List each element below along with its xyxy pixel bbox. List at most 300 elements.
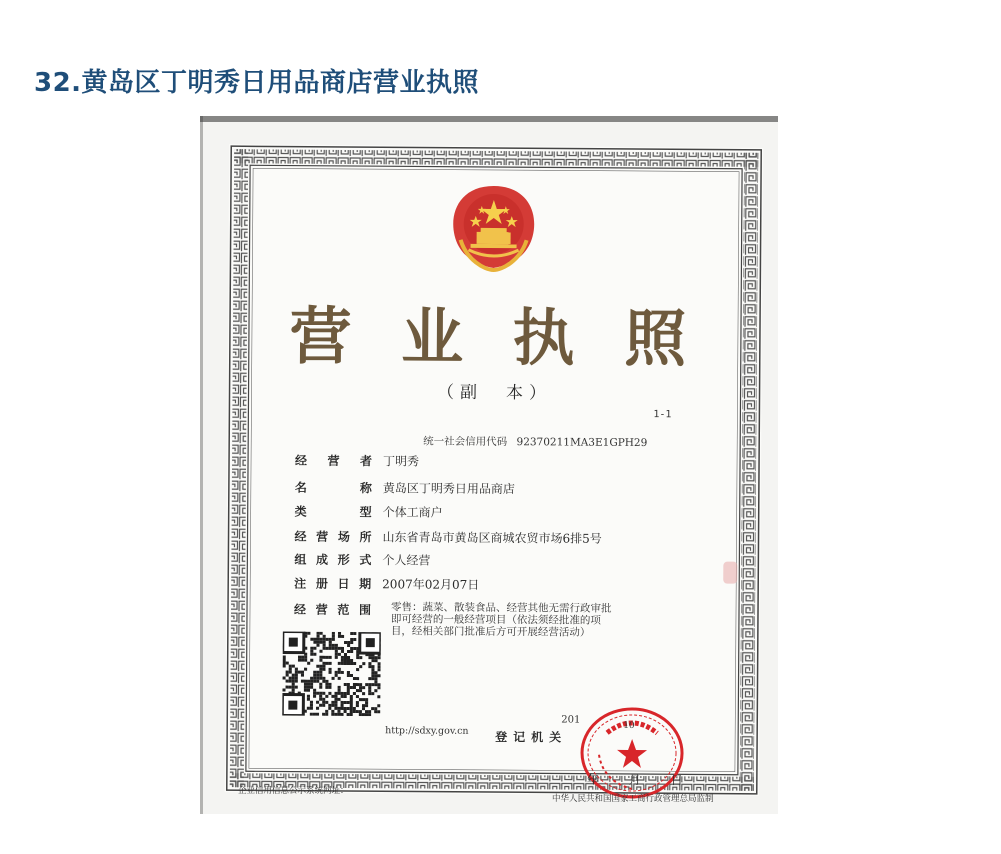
qr-module xyxy=(356,683,359,686)
qr-module xyxy=(334,707,337,710)
qr-module xyxy=(341,662,344,665)
qr-module xyxy=(350,641,353,644)
issue-date-line: 年 月 日 xyxy=(586,772,685,788)
qr-module xyxy=(328,707,331,710)
qr-module xyxy=(298,656,301,659)
qr-module xyxy=(378,668,381,671)
qr-module xyxy=(365,713,368,716)
qr-module xyxy=(310,638,313,641)
qr-module xyxy=(350,713,353,716)
qr-module xyxy=(356,656,359,659)
qr-module xyxy=(317,635,320,638)
qr-module xyxy=(341,656,344,659)
qr-module xyxy=(368,689,371,692)
qr-module xyxy=(329,641,332,644)
field-name xyxy=(295,479,515,498)
qr-module xyxy=(377,704,380,707)
qr-module xyxy=(350,674,353,677)
qr-module xyxy=(328,686,331,689)
qr-module xyxy=(304,680,307,683)
qr-module xyxy=(338,677,341,680)
qr-module xyxy=(322,704,325,707)
qr-module xyxy=(362,686,365,689)
qr-module xyxy=(313,653,316,656)
qr-module xyxy=(332,647,335,650)
qr-module xyxy=(371,677,374,680)
field-registration-date xyxy=(294,575,479,593)
qr-module xyxy=(319,677,322,680)
qr-module xyxy=(340,713,343,716)
field-value: 丁明秀 xyxy=(383,454,420,469)
qr-module xyxy=(338,686,341,689)
qr-module xyxy=(307,698,310,701)
qr-module xyxy=(322,692,325,695)
qr-module xyxy=(344,659,347,662)
qr-module xyxy=(353,662,356,665)
qr-module xyxy=(331,695,334,698)
qr-module xyxy=(371,671,374,674)
qr-module xyxy=(368,686,371,689)
qr-module xyxy=(350,650,353,653)
qr-module xyxy=(325,695,328,698)
qr-module xyxy=(353,710,356,713)
field-label: 经营范围 xyxy=(293,602,373,618)
qr-module xyxy=(316,638,319,641)
qr-module xyxy=(338,647,341,650)
qr-module xyxy=(332,638,335,641)
qr-module xyxy=(371,665,374,668)
qr-module xyxy=(359,665,362,668)
qr-module xyxy=(350,701,353,704)
qr-module xyxy=(368,677,371,680)
qr-module xyxy=(332,644,335,647)
field-premises xyxy=(294,528,601,547)
national-emblem-icon xyxy=(440,180,547,275)
qr-module xyxy=(328,683,331,686)
qr-module xyxy=(323,635,326,638)
credit-code-value: 92370211MA3E1GPH29 xyxy=(516,436,648,450)
qr-module xyxy=(329,647,332,650)
qr-module xyxy=(292,674,295,677)
qr-module xyxy=(338,692,341,695)
qr-module xyxy=(313,692,316,695)
qr-module xyxy=(377,674,380,677)
field-composition xyxy=(294,551,430,569)
qr-module xyxy=(319,704,322,707)
field-label: 名称 xyxy=(294,480,373,496)
qr-module xyxy=(338,662,341,665)
qr-module xyxy=(310,683,313,686)
qr-module xyxy=(323,638,326,641)
qr-module xyxy=(341,650,344,653)
qr-module xyxy=(319,656,322,659)
qr-module xyxy=(335,653,338,656)
qr-module xyxy=(283,662,286,665)
qr-module xyxy=(301,671,304,674)
qr-module xyxy=(365,698,368,701)
qr-module xyxy=(344,707,347,710)
qr-module xyxy=(313,695,316,698)
qr-module xyxy=(316,671,319,674)
qr-module xyxy=(313,647,316,650)
qr-module xyxy=(286,662,289,665)
serial-number: 1-1 xyxy=(653,409,672,421)
qr-module xyxy=(329,668,332,671)
qr-module xyxy=(331,704,334,707)
qr-module xyxy=(362,707,365,710)
qr-module xyxy=(307,695,310,698)
qr-module xyxy=(356,668,359,671)
qr-module xyxy=(325,710,328,713)
qr-module xyxy=(304,689,307,692)
qr-module xyxy=(371,683,374,686)
qr-module xyxy=(334,713,337,716)
qr-module xyxy=(368,665,371,668)
qr-module xyxy=(353,632,356,635)
qr-module xyxy=(310,713,313,716)
qr-module xyxy=(335,656,338,659)
qr-module xyxy=(341,707,344,710)
qr-module xyxy=(322,701,325,704)
qr-module xyxy=(371,674,374,677)
qr-module xyxy=(353,692,356,695)
qr-module xyxy=(322,665,325,668)
qr-module xyxy=(374,674,377,677)
qr-module xyxy=(341,704,344,707)
qr-finder-center xyxy=(288,701,297,710)
qr-module xyxy=(325,686,328,689)
qr-module xyxy=(319,698,322,701)
red-smudge xyxy=(723,562,737,584)
qr-module xyxy=(362,713,365,716)
qr-module xyxy=(368,662,371,665)
qr-module xyxy=(316,641,319,644)
qr-module xyxy=(350,659,353,662)
qr-module xyxy=(310,653,313,656)
qr-module xyxy=(359,686,362,689)
qr-module xyxy=(295,674,298,677)
qr-module xyxy=(316,674,319,677)
qr-module xyxy=(323,644,326,647)
qr-module xyxy=(350,647,353,650)
qr-module xyxy=(338,668,341,671)
qr-module xyxy=(353,707,356,710)
qr-module xyxy=(286,680,289,683)
photo-edge-shadow-left xyxy=(200,116,203,814)
qr-module xyxy=(356,704,359,707)
qr-module xyxy=(316,665,319,668)
qr-module xyxy=(335,650,338,653)
month-marker: 10 xyxy=(623,720,635,731)
qr-module xyxy=(307,689,310,692)
qr-module xyxy=(292,680,295,683)
field-value: 个人经营 xyxy=(382,553,431,568)
qr-module xyxy=(377,710,380,713)
qr-module xyxy=(329,644,332,647)
qr-module xyxy=(332,677,335,680)
license-photo xyxy=(200,116,778,814)
field-business-scope xyxy=(294,601,372,619)
qr-module xyxy=(313,671,316,674)
qr-module xyxy=(286,686,289,689)
qr-module xyxy=(310,647,313,650)
qr-module xyxy=(326,656,329,659)
website-url: http://sdxy.gov.cn xyxy=(385,725,469,737)
qr-module xyxy=(295,680,298,683)
qr-module xyxy=(368,710,371,713)
qr-module xyxy=(283,659,286,662)
qr-module xyxy=(350,707,353,710)
qr-module xyxy=(310,707,313,710)
qr-module xyxy=(350,686,353,689)
license-title: 营 业 执 照 xyxy=(289,299,701,376)
qr-module xyxy=(295,671,298,674)
qr-module xyxy=(289,665,292,668)
qr-module xyxy=(325,701,328,704)
qr-module xyxy=(350,662,353,665)
qr-module xyxy=(331,710,334,713)
qr-module xyxy=(378,662,381,665)
qr-module xyxy=(347,674,350,677)
qr-module xyxy=(310,686,313,689)
qr-module xyxy=(331,713,334,716)
qr-module xyxy=(304,683,307,686)
qr-module xyxy=(319,650,322,653)
qr-module xyxy=(377,695,380,698)
qr-module xyxy=(347,659,350,662)
qr-module xyxy=(292,665,295,668)
qr-module xyxy=(344,656,347,659)
qr-module xyxy=(347,686,350,689)
qr-module xyxy=(319,695,322,698)
qr-module xyxy=(323,647,326,650)
qr-module xyxy=(353,677,356,680)
qr-module xyxy=(371,707,374,710)
qr-module xyxy=(375,659,378,662)
registration-authority: 登记机关 xyxy=(495,730,568,745)
business-license xyxy=(225,144,764,796)
qr-module xyxy=(337,713,340,716)
qr-module xyxy=(347,683,350,686)
qr-module xyxy=(374,689,377,692)
qr-module xyxy=(337,707,340,710)
qr-module xyxy=(313,638,316,641)
qr-module xyxy=(295,677,298,680)
qr-module xyxy=(335,647,338,650)
qr-module xyxy=(289,671,292,674)
qr-module xyxy=(371,668,374,671)
page-title: 32.黄岛区丁明秀日用品商店营业执照 xyxy=(34,68,480,98)
qr-module xyxy=(310,659,313,662)
qr-module xyxy=(362,698,365,701)
qr-module xyxy=(334,692,337,695)
qr-module xyxy=(292,689,295,692)
qr-module xyxy=(332,635,335,638)
qr-module xyxy=(316,713,319,716)
qr-module xyxy=(353,647,356,650)
qr-module xyxy=(347,650,350,653)
qr-module xyxy=(325,680,328,683)
qr-module xyxy=(338,635,341,638)
qr-module xyxy=(319,674,322,677)
qr-module xyxy=(377,683,380,686)
qr-module xyxy=(353,686,356,689)
qr-module xyxy=(310,704,313,707)
qr-module xyxy=(368,713,371,716)
qr-module xyxy=(377,686,380,689)
qr-module xyxy=(368,692,371,695)
qr-module xyxy=(289,686,292,689)
qr-module xyxy=(313,677,316,680)
qr-module xyxy=(362,692,365,695)
qr-module xyxy=(319,668,322,671)
qr-module xyxy=(350,638,353,641)
qr-module xyxy=(326,662,329,665)
qr-module xyxy=(332,632,335,635)
qr-module xyxy=(374,710,377,713)
qr-module xyxy=(326,638,329,641)
qr-module xyxy=(359,698,362,701)
qr-module xyxy=(375,656,378,659)
qr-module xyxy=(350,710,353,713)
qr-module xyxy=(313,674,316,677)
qr-module xyxy=(307,662,310,665)
qr-module xyxy=(334,698,337,701)
field-label: 经营场所 xyxy=(294,529,373,545)
qr-module xyxy=(356,710,359,713)
qr-module xyxy=(374,683,377,686)
qr-module xyxy=(286,674,289,677)
qr-module xyxy=(350,704,353,707)
qr-module xyxy=(356,689,359,692)
qr-module xyxy=(359,713,362,716)
qr-module xyxy=(323,641,326,644)
qr-module xyxy=(301,656,304,659)
qr-module xyxy=(283,677,286,680)
qr-module xyxy=(316,644,319,647)
qr-module xyxy=(344,653,347,656)
qr-module xyxy=(316,677,319,680)
qr-module xyxy=(329,662,332,665)
qr-module xyxy=(322,656,325,659)
qr-module xyxy=(331,701,334,704)
qr-module xyxy=(344,695,347,698)
qr-module xyxy=(338,689,341,692)
qr-module xyxy=(350,695,353,698)
qr-module xyxy=(289,680,292,683)
qr-module xyxy=(347,713,350,716)
qr-module xyxy=(347,707,350,710)
qr-module xyxy=(319,686,322,689)
qr-module xyxy=(365,704,368,707)
qr-module xyxy=(304,656,307,659)
qr-module xyxy=(334,695,337,698)
qr-module xyxy=(316,692,319,695)
qr-module xyxy=(322,713,325,716)
qr-module xyxy=(359,683,362,686)
qr-module xyxy=(307,632,310,635)
qr-module xyxy=(307,683,310,686)
qr-module xyxy=(304,659,307,662)
qr-module xyxy=(338,653,341,656)
qr-module xyxy=(365,710,368,713)
qr-module xyxy=(341,647,344,650)
qr-module xyxy=(295,668,298,671)
qr-module xyxy=(334,704,337,707)
qr-module xyxy=(374,671,377,674)
field-value: 2007年02月07日 xyxy=(382,577,480,592)
qr-module xyxy=(374,707,377,710)
qr-module xyxy=(316,680,319,683)
qr-module xyxy=(350,698,353,701)
qr-module xyxy=(353,683,356,686)
qr-module xyxy=(365,701,368,704)
qr-module xyxy=(338,671,341,674)
qr-module xyxy=(286,671,289,674)
qr-module xyxy=(329,638,332,641)
qr-module xyxy=(313,680,316,683)
credit-code-label: 统一社会信用代码 xyxy=(423,435,508,449)
qr-module xyxy=(347,692,350,695)
qr-module xyxy=(329,656,332,659)
qr-module xyxy=(334,701,337,704)
qr-module xyxy=(320,641,323,644)
field-value: 黄岛区丁明秀日用品商店 xyxy=(382,481,515,497)
field-type xyxy=(295,503,443,521)
qr-module xyxy=(359,656,362,659)
qr-module xyxy=(310,680,313,683)
qr-module xyxy=(319,665,322,668)
qr-module xyxy=(316,707,319,710)
qr-module xyxy=(350,632,353,635)
qr-module xyxy=(368,683,371,686)
qr-module xyxy=(325,683,328,686)
business-scope-text: 零售：蔬菜、散装食品、经营其他无需行政审批即可经营的一般经营项目（依法须经批准的项目，经相关部门批准后方可开展经营活动） xyxy=(390,601,612,639)
qr-module xyxy=(362,704,365,707)
qr-module xyxy=(301,680,304,683)
qr-module xyxy=(322,680,325,683)
field-operator xyxy=(295,452,419,470)
qr-code-icon xyxy=(282,632,381,717)
qr-module xyxy=(378,656,381,659)
qr-module xyxy=(283,656,286,659)
qr-module xyxy=(347,662,350,665)
qr-module xyxy=(322,662,325,665)
qr-module xyxy=(322,698,325,701)
field-value: 山东省青岛市黄岛区商城农贸市场6排5号 xyxy=(382,530,602,546)
qr-module xyxy=(374,680,377,683)
qr-module xyxy=(341,695,344,698)
qr-module xyxy=(319,692,322,695)
qr-module xyxy=(362,662,365,665)
qr-module xyxy=(301,674,304,677)
qr-module xyxy=(335,644,338,647)
field-value: 个体工商户 xyxy=(382,505,443,520)
qr-module xyxy=(313,713,316,716)
qr-module xyxy=(356,695,359,698)
qr-module xyxy=(319,671,322,674)
qr-module xyxy=(325,713,328,716)
qr-module xyxy=(328,692,331,695)
qr-module xyxy=(359,689,362,692)
qr-module xyxy=(341,659,344,662)
qr-module xyxy=(347,671,350,674)
qr-module xyxy=(304,686,307,689)
qr-module xyxy=(374,677,377,680)
qr-module xyxy=(328,704,331,707)
qr-module xyxy=(337,710,340,713)
qr-module xyxy=(371,656,374,659)
